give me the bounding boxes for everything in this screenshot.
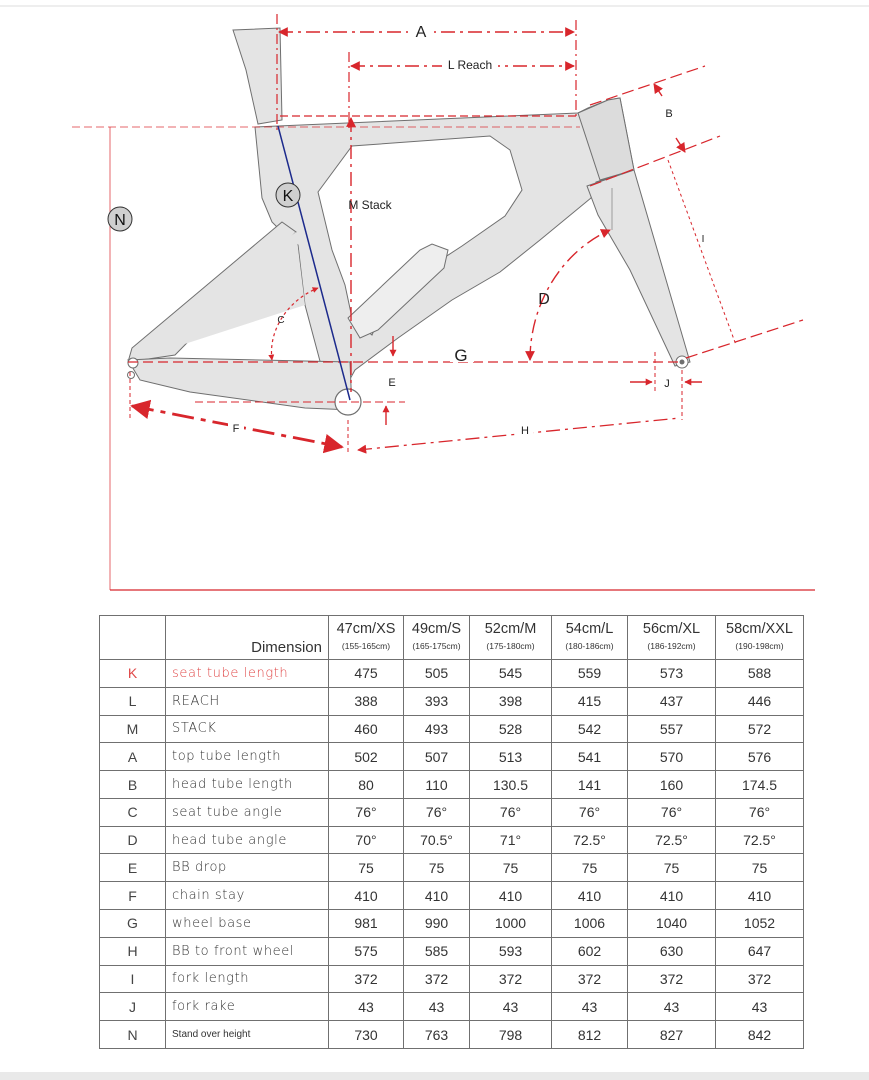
cell-value: 75	[716, 854, 804, 882]
fork	[587, 170, 690, 366]
cell-value: 410	[716, 882, 804, 910]
table-row	[100, 687, 804, 715]
k-badge	[276, 183, 300, 207]
cell-value: 372	[716, 965, 804, 993]
cell-value: 388	[329, 687, 404, 715]
size-header: 56cm/XL (186-192cm)	[628, 616, 716, 660]
cell-value: 393	[404, 687, 470, 715]
cell-value: 410	[329, 882, 404, 910]
cell-value: 141	[552, 771, 628, 799]
size-header: 58cm/XXL (190-198cm)	[716, 616, 804, 660]
cell-value: 990	[404, 910, 470, 938]
label-f: F	[232, 423, 240, 435]
cell-value: 446	[716, 687, 804, 715]
cell-value: 763	[404, 1021, 470, 1049]
cell-value: 372	[628, 965, 716, 993]
cell-value: 372	[404, 965, 470, 993]
cell-value: 475	[329, 660, 404, 688]
cell-value: 410	[552, 882, 628, 910]
cell-value: 602	[552, 937, 628, 965]
cell-value: 559	[552, 660, 628, 688]
table-row	[100, 826, 804, 854]
cell-value: 505	[404, 660, 470, 688]
cell-value: 557	[628, 715, 716, 743]
label-c: C	[277, 315, 285, 326]
label-k: K	[282, 188, 294, 205]
cell-value: 72.5°	[552, 826, 628, 854]
cell-value: 460	[329, 715, 404, 743]
cell-value: 730	[329, 1021, 404, 1049]
cell-value: 576	[716, 743, 804, 771]
label-e: E	[388, 377, 396, 389]
row-code: M	[100, 715, 166, 743]
row-dimension: chain stay	[166, 882, 329, 910]
row-code: L	[100, 687, 166, 715]
row-dimension: BB to front wheel	[166, 937, 329, 965]
row-code: G	[100, 910, 166, 938]
cell-value: 981	[329, 910, 404, 938]
cell-value: 75	[470, 854, 552, 882]
table-row	[100, 937, 804, 965]
cell-value: 76°	[628, 798, 716, 826]
cell-value: 1006	[552, 910, 628, 938]
table-row	[100, 660, 804, 688]
table-row	[100, 1021, 804, 1049]
table-row	[100, 743, 804, 771]
cell-value: 70°	[329, 826, 404, 854]
cell-value: 43	[628, 993, 716, 1021]
row-code: F	[100, 882, 166, 910]
cell-value: 80	[329, 771, 404, 799]
row-code: H	[100, 937, 166, 965]
row-code: N	[100, 1021, 166, 1049]
table-row	[100, 771, 804, 799]
cell-value: 572	[716, 715, 804, 743]
row-dimension: seat tube length	[166, 660, 329, 688]
cell-value: 398	[470, 687, 552, 715]
cell-value: 75	[404, 854, 470, 882]
cell-value: 812	[552, 1021, 628, 1049]
row-code: K	[100, 660, 166, 688]
row-dimension: BB drop	[166, 854, 329, 882]
cell-value: 493	[404, 715, 470, 743]
bike-frame	[128, 28, 691, 415]
cell-value: 842	[716, 1021, 804, 1049]
cell-value: 43	[552, 993, 628, 1021]
geometry-table	[99, 615, 804, 1049]
cell-value: 647	[716, 937, 804, 965]
cell-value: 507	[404, 743, 470, 771]
table-row	[100, 993, 804, 1021]
label-a: A	[415, 24, 427, 41]
seat-post	[233, 28, 282, 124]
cell-value: 110	[404, 771, 470, 799]
label-h: H	[521, 425, 529, 437]
row-dimension: fork rake	[166, 993, 329, 1021]
cell-value: 372	[470, 965, 552, 993]
cell-value: 174.5	[716, 771, 804, 799]
row-dimension: seat tube angle	[166, 798, 329, 826]
row-dimension: head tube length	[166, 771, 329, 799]
cell-value: 798	[470, 1021, 552, 1049]
label-b: B	[665, 108, 673, 120]
cell-value: 76°	[404, 798, 470, 826]
table-row	[100, 854, 804, 882]
label-stack: M Stack	[348, 198, 392, 212]
row-code: I	[100, 965, 166, 993]
row-dimension: STACK	[166, 715, 329, 743]
row-dimension: wheel base	[166, 910, 329, 938]
row-code: D	[100, 826, 166, 854]
row-dimension: Stand over height	[166, 1021, 329, 1049]
table-row	[100, 798, 804, 826]
cell-value: 71°	[470, 826, 552, 854]
table-row	[100, 965, 804, 993]
size-header: 54cm/L (180-186cm)	[552, 616, 628, 660]
row-code: E	[100, 854, 166, 882]
cell-value: 1052	[716, 910, 804, 938]
cell-value: 513	[470, 743, 552, 771]
cell-value: 573	[628, 660, 716, 688]
cell-value: 410	[404, 882, 470, 910]
cell-value: 575	[329, 937, 404, 965]
cell-value: 410	[470, 882, 552, 910]
cell-value: 372	[552, 965, 628, 993]
cell-value: 502	[329, 743, 404, 771]
cell-value: 593	[470, 937, 552, 965]
cell-value: 160	[628, 771, 716, 799]
label-n: N	[114, 212, 126, 229]
label-reach: L Reach	[447, 58, 493, 72]
cell-value: 585	[404, 937, 470, 965]
row-dimension: top tube length	[166, 743, 329, 771]
table-row	[100, 910, 804, 938]
cell-value: 75	[628, 854, 716, 882]
cell-value: 528	[470, 715, 552, 743]
header-blank	[100, 616, 166, 660]
cell-value: 75	[329, 854, 404, 882]
row-code: B	[100, 771, 166, 799]
cell-value: 415	[552, 687, 628, 715]
table-row	[100, 882, 804, 910]
label-g: G	[454, 346, 468, 365]
cell-value: 541	[552, 743, 628, 771]
size-header: 52cm/M (175-180cm)	[470, 616, 552, 660]
cell-value: 70.5°	[404, 826, 470, 854]
row-code: J	[100, 993, 166, 1021]
cell-value: 130.5	[470, 771, 552, 799]
row-dimension: head tube angle	[166, 826, 329, 854]
cell-value: 1040	[628, 910, 716, 938]
cell-value: 588	[716, 660, 804, 688]
cell-value: 827	[628, 1021, 716, 1049]
cell-value: 545	[470, 660, 552, 688]
dimension-header: Dimension	[166, 616, 329, 660]
cell-value: 43	[716, 993, 804, 1021]
cell-value: 630	[628, 937, 716, 965]
cell-value: 372	[329, 965, 404, 993]
row-dimension: REACH	[166, 687, 329, 715]
cell-value: 76°	[716, 798, 804, 826]
n-badge	[108, 207, 132, 231]
cell-value: 43	[329, 993, 404, 1021]
cell-value: 76°	[552, 798, 628, 826]
cell-value: 75	[552, 854, 628, 882]
label-i: I	[701, 234, 705, 245]
size-header: 47cm/XS (155-165cm)	[329, 616, 404, 660]
table-row	[100, 715, 804, 743]
label-d: D	[538, 291, 550, 308]
cell-value: 76°	[329, 798, 404, 826]
cell-value: 72.5°	[716, 826, 804, 854]
cell-value: 72.5°	[628, 826, 716, 854]
label-j: J	[664, 378, 670, 390]
row-dimension: fork length	[166, 965, 329, 993]
cell-value: 410	[628, 882, 716, 910]
row-code: A	[100, 743, 166, 771]
size-header: 49cm/S (165-175cm)	[404, 616, 470, 660]
cell-value: 437	[628, 687, 716, 715]
cell-value: 570	[628, 743, 716, 771]
cell-value: 43	[404, 993, 470, 1021]
cell-value: 76°	[470, 798, 552, 826]
cell-value: 1000	[470, 910, 552, 938]
cell-value: 43	[470, 993, 552, 1021]
row-code: C	[100, 798, 166, 826]
table-header-row	[100, 616, 804, 660]
cell-value: 542	[552, 715, 628, 743]
